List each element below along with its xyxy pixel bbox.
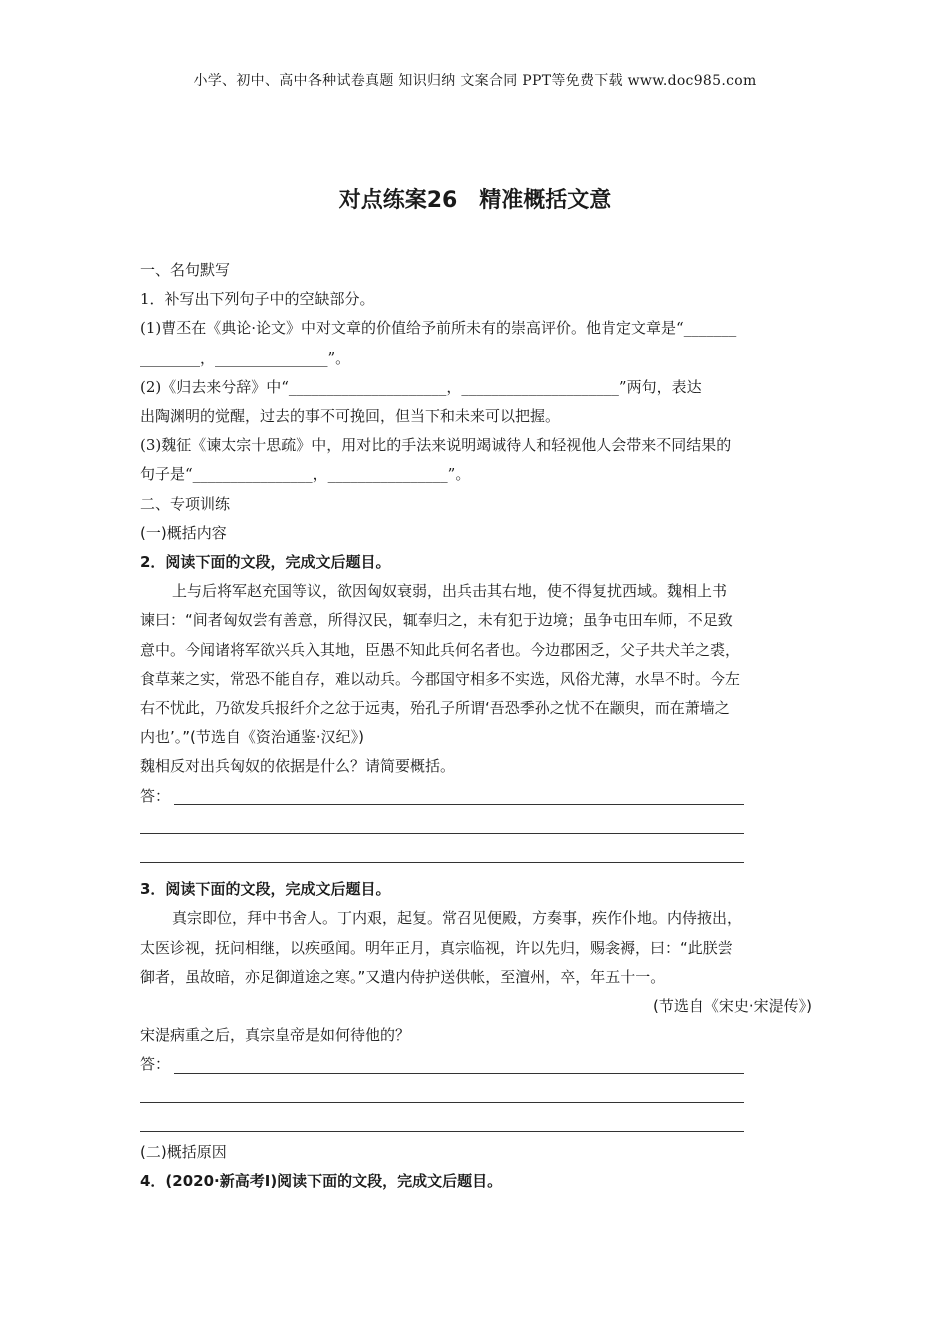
- section-heading-1: 一、名句默写: [140, 261, 231, 279]
- q2-passage-line-4: 食草莱之实，常恐不能自存，难以动兵。今郡国守相多不实选，风俗尤薄，水旱不时。今左: [140, 669, 741, 688]
- q2-answer-line-2[interactable]: [140, 811, 812, 840]
- q3-answer-line-3[interactable]: [140, 1109, 812, 1138]
- q2-answer-line-3[interactable]: [140, 840, 812, 869]
- answer-rule: [140, 1102, 744, 1103]
- q1-2-line-b: 出陶渊明的觉醒，过去的事不可挽回，但当下和未来可以把握。: [140, 407, 561, 426]
- answer-rule: [140, 862, 744, 863]
- page-title: 对点练案26 精准概括文意: [338, 188, 612, 213]
- answer-rule: [174, 804, 744, 805]
- q1-2-line-a: (2)《归去来兮辞》中“_____________________，_____________________”两句，表达: [140, 377, 702, 396]
- q3-answer-line-1[interactable]: [140, 1050, 812, 1079]
- q1-prompt: 1．补写出下列句子中的空缺部分。: [140, 290, 375, 309]
- q3-passage-line-1: 真宗即位，拜中书舍人。丁内艰，起复。常召见便殿，方奏事，疾作仆地。内侍掖出，: [172, 909, 743, 928]
- q2-passage-line-1: 上与后将军赵充国等议，欲因匈奴衰弱，出兵击其右地，使不得复扰西域。魏相上书: [172, 582, 728, 601]
- answer-label: 答：: [140, 1055, 171, 1074]
- q3-passage-line-2: 太医诊视，抚问相继，以疾亟闻。明年正月，真宗临视，许以先归，赐衾褥，曰：“此朕尝: [140, 938, 733, 957]
- answer-rule: [140, 833, 744, 834]
- page-header: 小学、初中、高中各种试卷真题 知识归纳 文案合同 PPT等免费下载 www.doc985.com: [193, 73, 757, 89]
- q2-passage-line-3: 意中。今闻诸将军欲兴兵入其地，臣愚不知此兵何名者也。今边郡困乏，父子共犬羊之裘，: [140, 640, 741, 659]
- q1-1-line-a: (1)曹丕在《典论·论文》中对文章的价值给予前所未有的崇高评价。他肯定文章是“_______: [140, 319, 737, 338]
- answer-rule: [174, 1073, 744, 1074]
- q3-source: (节选自《宋史·宋湜传》): [653, 997, 812, 1016]
- q1-3-line-a: (3)魏征《谏太宗十思疏》中，用对比的手法来说明竭诚待人和轻视他人会带来不同结果的: [140, 436, 732, 455]
- q3-prompt: 3．阅读下面的文段，完成文后题目。: [140, 880, 391, 899]
- q2-prompt: 2．阅读下面的文段，完成文后题目。: [140, 553, 391, 572]
- subsection-heading-2: (二)概括原因: [140, 1143, 227, 1161]
- q3-question: 宋湜病重之后，真宗皇帝是如何待他的？: [140, 1026, 411, 1045]
- q3-passage-line-3: 御者，虽故暗，亦足御道途之寒。”又遣内侍护送供帐，至澶州，卒，年五十一。: [140, 967, 666, 986]
- q2-answer-line-1[interactable]: [140, 782, 812, 811]
- section-heading-2: 二、专项训练: [140, 494, 231, 513]
- q1-3-line-b: 句子是“________________，________________”。: [140, 465, 471, 484]
- q4-prompt: 4．(2020·新高考Ⅰ)阅读下面的文段，完成文后题目。: [140, 1172, 503, 1191]
- answer-label: 答：: [140, 786, 171, 805]
- q2-passage-line-5: 右不忧此，乃欲发兵报纤介之忿于远夷，殆孔子所谓‘吾恐季孙之忧不在颛臾，而在萧墙之: [140, 699, 730, 718]
- subsection-heading-1: (一)概括内容: [140, 523, 227, 542]
- q3-answer-line-2[interactable]: [140, 1080, 812, 1109]
- q1-1-line-b: ________，_______________”。: [140, 348, 351, 367]
- q2-passage-line-2: 谏曰：“间者匈奴尝有善意，所得汉民，辄奉归之，未有犯于边境；虽争屯田车师，不足致: [140, 611, 733, 630]
- q2-question: 魏相反对出兵匈奴的依据是什么？请简要概括。: [140, 757, 456, 776]
- q2-passage-line-6: 内也’。”(节选自《资治通鉴·汉纪》): [140, 728, 365, 747]
- document-body: [140, 256, 812, 1196]
- answer-rule: [140, 1131, 744, 1132]
